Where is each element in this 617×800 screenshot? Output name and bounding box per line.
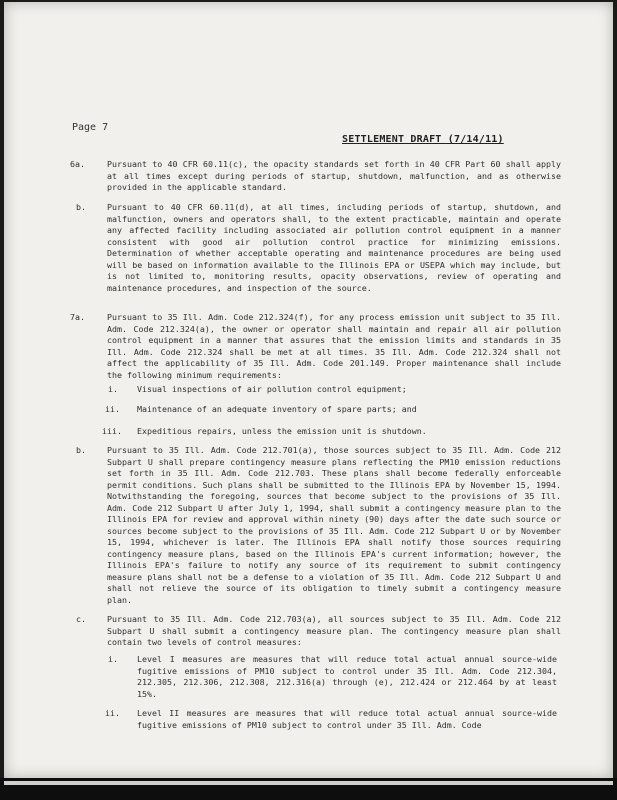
paragraph-6a: Pursuant to 40 CFR 60.11(c), the opacity standards set forth in 40 CFR Part 60 shall apply at all times except during periods of startup, shutdown, malfunction, and as otherwise provided in the applicable standard. xyxy=(107,159,561,192)
scan-edge-highlight xyxy=(4,781,613,785)
paragraph-7c: Pursuant to 35 Ill. Adm. Code 212.703(a), all sources subject to 35 Ill. Adm. Code 212 Subpart U shall submit a contingency measure plan. The contingency measure plan shall contain two levels of control measures: xyxy=(107,614,561,647)
page-number: Page 7 xyxy=(72,122,109,133)
para-label: b. xyxy=(76,202,86,212)
item-label: iii. xyxy=(102,426,122,436)
document-page xyxy=(4,2,613,778)
paragraph-7b: Pursuant to 35 Ill. Adm. Code 212.701(a), those sources subject to 35 Ill. Adm. Code 212 Subpart U shall prepare contingency measure plans reflecting the PM10 emission reductions set forth in 35 Ill. Adm. Code 212.703. These plans shall become federally enforceable permit conditions. Such plans shall be submitted to the Illinois EPA by November 15, 1994. Notwithstanding the foregoing, sources that become subject to the provisions of 35 Ill. Adm. Code 212 Subpart U after July 1, 1994, shall submit a contingency measure plan to the Illinois EPA for review and approval within ninety (90) days after the date such source or sources become subject to the provisions of 35 Ill. Adm. Code 212 Subpart U or by November 15, 1994, whichever is later. The Illinois EPA shall notify those sources requiring contingency measure plans, based on the Illinois EPA's current information; however, the Illinois EPA's failure to notify any source of its requirement to submit contingency measure plans shall not be a defense to a violation of 35 Ill. Adm. Code 212 Subpart U and shall not relieve the source of its obligation to timely submit a contingency measure plan. xyxy=(107,445,561,605)
item-label: ii. xyxy=(105,404,120,414)
item-7c-ii: Level II measures are measures that will reduce total actual annual source-wide fugitive emissions of PM10 subject to control under 35 Ill. Adm. Code xyxy=(137,708,557,730)
para-label: 7a. xyxy=(70,312,85,322)
item-label: ii. xyxy=(105,708,120,718)
item-7c-i: Level I measures are measures that will reduce total actual annual source-wide fugitive emissions of PM10 subject to control under 35 Ill. Adm. Code 212.304, 212.305, 212.306, 212.308, 212.316(a) through (e), 212.424 or 212.464 by at least 15%. xyxy=(137,654,557,699)
item-7a-iii: Expeditious repairs, unless the emission unit is shutdown. xyxy=(137,426,427,436)
item-7a-ii: Maintenance of an adequate inventory of spare parts; and xyxy=(137,404,417,414)
item-7a-i: Visual inspections of air pollution control equipment; xyxy=(137,384,407,394)
para-label: c. xyxy=(76,614,86,624)
para-label: b. xyxy=(76,445,86,455)
para-label: 6a. xyxy=(70,159,85,169)
paragraph-7a: Pursuant to 35 Ill. Adm. Code 212.324(f), for any process emission unit subject to 35 Ill. Adm. Code 212.324(a), the owner or operator shall maintain and repair all air pollution control equipment in a manner that assures that the emission limits and standards in 35 Ill. Adm. Code 212.324 shall be met at all times. 35 Ill. Adm. Code 212.324 shall not affect the applicability of 35 Ill. Adm. Code 201.149. Proper maintenance shall include the following minimum requirements: xyxy=(107,312,561,380)
item-label: i. xyxy=(108,654,118,664)
draft-header: SETTLEMENT DRAFT (7/14/11) xyxy=(342,134,504,145)
item-label: i. xyxy=(108,384,118,394)
paragraph-6b: Pursuant to 40 CFR 60.11(d), at all times, including periods of startup, shutdown, and malfunction, owners and operators shall, to the extent practicable, maintain and operate any affected facility including associated air pollution control equipment in a manner consistent with good air pollution control practice for minimizing emissions. Determination of whether acceptable operating and maintenance procedures are being used will be based on information available to the Illinois EPA or USEPA which may include, but is not limited to, monitoring results, opacity observations, review of operating and maintenance procedures, and inspection of the source. xyxy=(107,202,561,293)
